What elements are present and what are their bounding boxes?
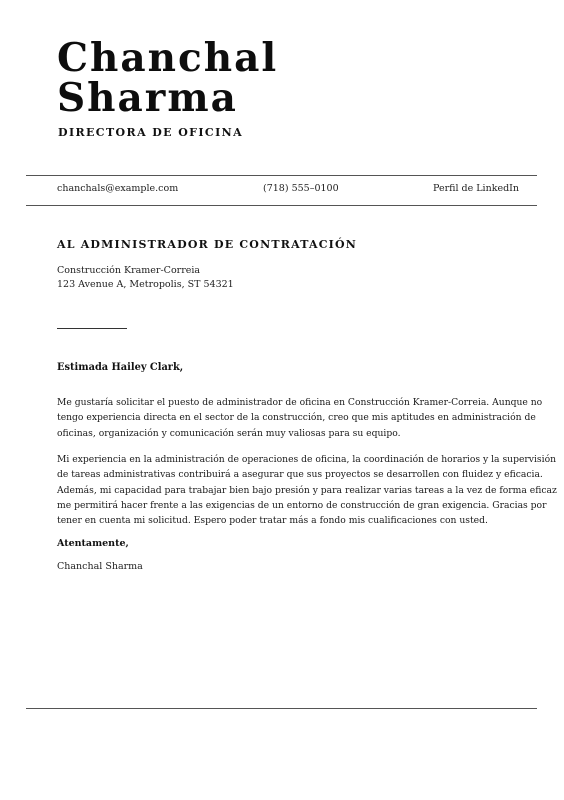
paragraph-line: Además, mi capacidad para trabajar bien bajo presión y para realizar varias tareas a la vez de forma eficaz — [57, 484, 557, 496]
paragraph-line: Me gustaría solicitar el puesto de administrador de oficina en Construcción Kramer-Correia. Aunque no — [57, 397, 543, 408]
contact-linkedin: Perfil de LinkedIn — [433, 183, 520, 194]
section-divider — [57, 328, 127, 329]
footer-divider — [26, 708, 537, 709]
recipient-address — [57, 264, 234, 292]
paragraph-line: me permitirá hacer frente a las exigencias de un entorno de construcción de gran exigencia. Gracias por — [57, 499, 547, 511]
contact-divider-bottom — [26, 205, 537, 206]
name-line-first: Chanchal — [57, 35, 279, 81]
contact-divider-top — [26, 175, 537, 176]
paragraph-line: Mi experiencia en la administración de operaciones de oficina, la coordinación de horarios y la supervisión — [57, 454, 557, 465]
name-line-last: Sharma — [57, 75, 238, 121]
letter-closing: Atentamente, — [57, 538, 129, 549]
applicant-name — [57, 35, 279, 121]
paragraph-line: tengo experiencia directa en el sector de la construcción, creo que mis aptitudes en administración de — [57, 412, 536, 424]
paragraph-line: oficinas, organización y comunicación serán muy valiosas para su equipo. — [57, 427, 401, 439]
recipient-heading: AL ADMINISTRADOR DE CONTRATACIÓN — [57, 238, 358, 251]
job-title: DIRECTORA DE OFICINA — [58, 126, 244, 139]
paragraph-line: de tareas administrativas contribuirá a asegurar que sus proyectos se desarrollen con fluidez y eficacia. — [57, 469, 543, 481]
letter-signature: Chanchal Sharma — [57, 561, 143, 572]
paragraph-line: tener en cuenta mi solicitud. Espero poder tratar más a fondo mis cualificaciones con usted. — [57, 515, 488, 527]
recipient-company: Construcción Kramer-Correia — [57, 265, 201, 276]
letter-paragraph-1 — [57, 395, 543, 441]
recipient-street: 123 Avenue A, Metropolis, ST 54321 — [57, 279, 234, 290]
letter-greeting: Estimada Hailey Clark, — [57, 362, 184, 373]
letter-paragraph-2 — [57, 452, 557, 528]
contact-phone: (718) 555–0100 — [263, 183, 339, 194]
contact-email: chanchals@example.com — [57, 183, 179, 194]
